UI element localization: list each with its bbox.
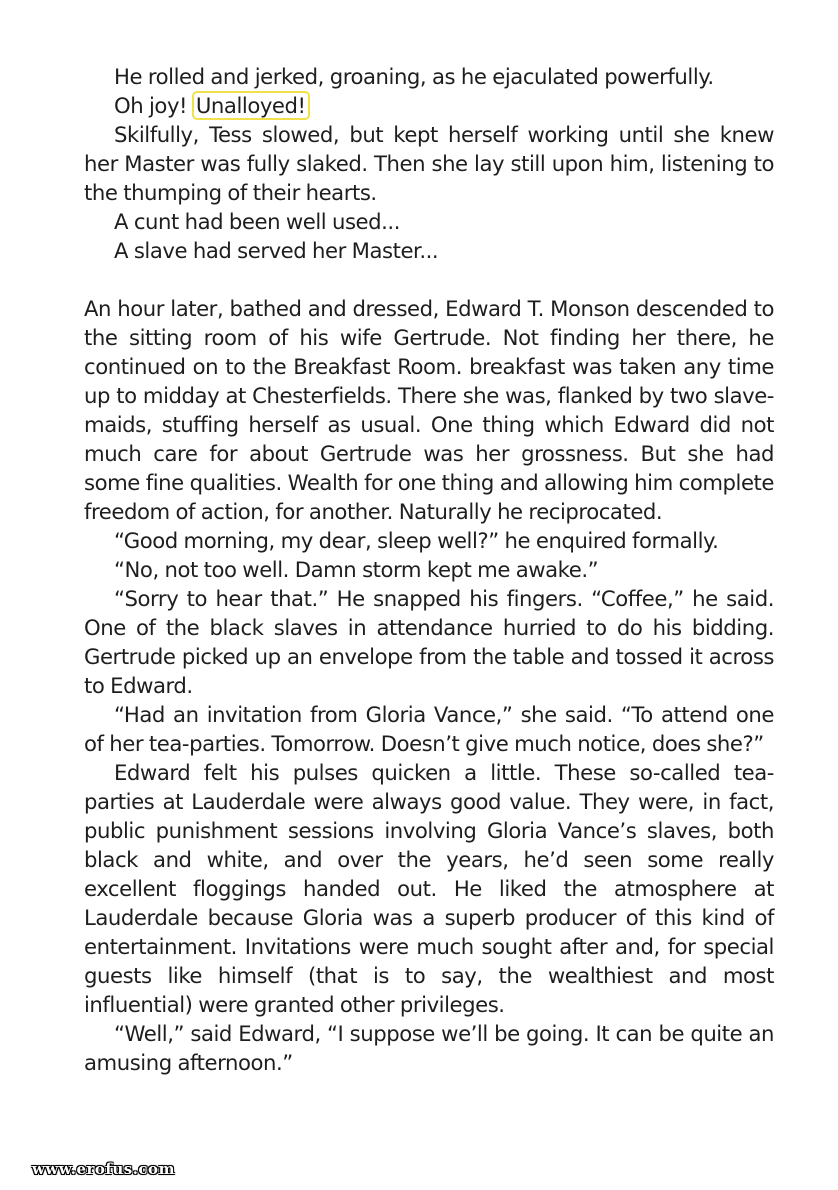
highlighted-selection[interactable]: Unalloyed! [192, 91, 310, 120]
paragraph-cunt-used: A cunt had been well used... [114, 209, 400, 234]
paragraph-slave-served: A slave had served her Master... [114, 238, 439, 263]
section-break [84, 265, 774, 294]
paragraph-tess: Skilfully, Tess slowed, but kept herself working until she knew her Master was fully slaked. Then she lay still upon him, listening to the thumping of their hearts. [84, 122, 774, 205]
paragraph-coffee: “Sorry to hear that.” He snapped his fingers. “Coffee,” he said. One of the black slaves in attendance hurried to do his bidding. Gertrude picked up an envelope from the table and tossed it across to Edward. [84, 586, 774, 698]
paragraph-good-morning: “Good morning, my dear, sleep well?” he enquired formally. [114, 528, 719, 553]
paragraph-pulses: Edward felt his pulses quicken a little. These so-called tea-parties at Lauderdale were always good value. They were, in fact, public punishment sessions involving Gloria Vance’s slaves, both black and white, and over the years, he’d seen some really excellent floggings handed out. He liked the atmosphere at Lauderdale because Gloria was a superb producer of this kind of entertainment. Invitations were much sought after and, for special guests like himself (that is to say, the wealthiest and most influential) were granted other privileges. [84, 760, 774, 1017]
paragraph-not-too-well: “No, not too well. Damn storm kept me awake.” [114, 557, 599, 582]
paragraph-rolled: He rolled and jerked, groaning, as he ejaculated powerfully. [114, 64, 714, 89]
paragraph-well-said: “Well,” said Edward, “I suppose we’ll be going. It can be quite an amusing afternoon.” [84, 1021, 774, 1075]
paragraph-invitation: “Had an invitation from Gloria Vance,” she said. “To attend one of her tea-parties. Tomorrow. Doesn’t give much notice, does she?” [84, 702, 774, 756]
paragraph-hour-later: An hour later, bathed and dressed, Edward T. Monson descended to the sitting room of his wife Gertrude. Not finding her there, he continued on to the Breakfast Room. breakfast was taken any time up to midday at Chesterfields. There she was, flanked by two slave-maids, stuffing herself as usual. One thing which Edward did not much care for about Gertrude was her grossness. But she had some fine qualities. Wealth for one thing and allowing him complete freedom of action, for another. Naturally he reciprocated. [84, 296, 774, 524]
paragraph-oh-joy [84, 91, 774, 120]
book-page [84, 62, 774, 1077]
oh-joy-text: Oh joy! [114, 93, 188, 118]
site-watermark: www.erofus.com [32, 1160, 175, 1178]
